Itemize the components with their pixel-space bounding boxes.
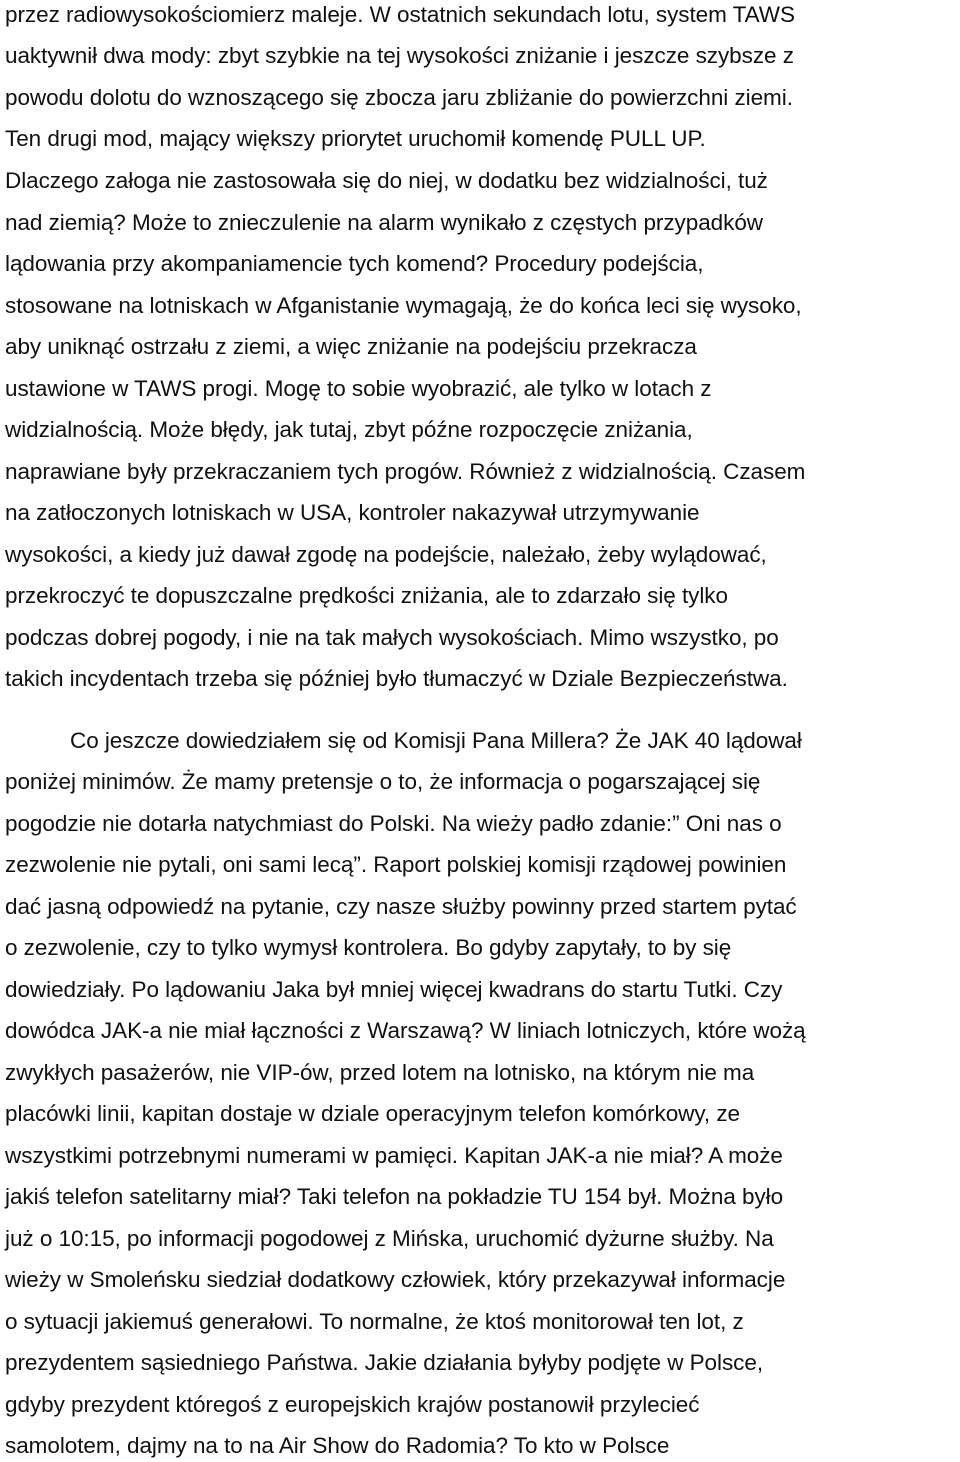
text-line: Dlaczego załoga nie zastosowała się do niej, w dodatku bez widzialności, tuż [5, 168, 768, 193]
text-line: wieży w Smoleńsku siedział dodatkowy człowiek, który przekazywał informacje [5, 1267, 786, 1292]
text-line: zezwolenie nie pytali, oni sami lecą”. Raport polskiej komisji rządowej powinien [5, 852, 787, 877]
text-line: takich incydentach trzeba się później było tłumaczyć w Dziale Bezpieczeństwa. [5, 666, 788, 691]
text-line: nad ziemią? Może to znieczulenie na alarm wynikało z częstych przypadków [5, 210, 764, 235]
text-line: o sytuacji jakiemuś generałowi. To normalne, że ktoś monitorował ten lot, z [5, 1309, 744, 1334]
text-line: dowódca JAK-a nie miał łączności z Warszawą? W liniach lotniczych, które wożą [5, 1018, 806, 1043]
text-line: gdyby prezydent któregoś z europejskich krajów postanowił przylecieć [5, 1392, 700, 1417]
text-line: prezydentem sąsiedniego Państwa. Jakie działania byłyby podjęte w Polsce, [5, 1350, 764, 1375]
text-line: na zatłoczonych lotniskach w USA, kontroler nakazywał utrzymywanie [5, 500, 700, 525]
text-line: wysokości, a kiedy już dawał zgodę na podejście, należało, żeby wylądować, [5, 542, 767, 567]
text-line: dowiedziały. Po lądowaniu Jaka był mniej więcej kwadrans do startu Tutki. Czy [5, 977, 783, 1002]
text-line: poniżej minimów. Że mamy pretensje o to, że informacja o pogarszającej się [5, 769, 761, 794]
text-line: przez radiowysokościomierz maleje. W ostatnich sekundach lotu, system TAWS [5, 2, 795, 27]
text-line: podczas dobrej pogody, i nie na tak małych wysokościach. Mimo wszystko, po [5, 625, 779, 650]
text-line: powodu dolotu do wznoszącego się zbocza jaru zbliżanie do powierzchni ziemi. [5, 85, 793, 110]
text-line: jakiś telefon satelitarny miał? Taki telefon na pokładzie TU 154 był. Można było [5, 1184, 784, 1209]
text-line: aby uniknąć ostrzału z ziemi, a więc zniżanie na podejściu przekracza [5, 334, 697, 359]
text-line: przekroczyć te dopuszczalne prędkości zniżania, ale to zdarzało się tylko [5, 583, 728, 608]
text-line: Co jeszcze dowiedziałem się od Komisji Pana Millera? Że JAK 40 lądował [70, 728, 802, 753]
text-line: placówki linii, kapitan dostaje w dziale operacyjnym telefon komórkowy, ze [5, 1101, 740, 1126]
text-line: wszystkimi potrzebnymi numerami w pamięci. Kapitan JAK-a nie miał? A może [5, 1143, 783, 1168]
text-line: o zezwolenie, czy to tylko wymysł kontrolera. Bo gdyby zapytały, to by się [5, 935, 732, 960]
text-line: stosowane na lotniskach w Afganistanie wymagają, że do końca leci się wysoko, [5, 293, 802, 318]
text-line: uaktywnił dwa mody: zbyt szybkie na tej wysokości zniżanie i jeszcze szybsze z [5, 43, 794, 68]
text-line: samolotem, dajmy na to na Air Show do Radomia? To kto w Polsce [5, 1433, 670, 1458]
text-line: Ten drugi mod, mający większy priorytet uruchomił komendę PULL UP. [5, 126, 706, 151]
text-line: już o 10:15, po informacji pogodowej z Mińska, uruchomić dyżurne służby. Na [5, 1226, 774, 1251]
text-line: lądowania przy akompaniamencie tych komend? Procedury podejścia, [5, 251, 704, 276]
text-line: naprawiane były przekraczaniem tych progów. Również z widzialnością. Czasem [5, 459, 806, 484]
text-line: zwykłych pasażerów, nie VIP-ów, przed lotem na lotnisko, na którym nie ma [5, 1060, 755, 1085]
text-line: widzialnością. Może błędy, jak tutaj, zbyt późne rozpoczęcie zniżania, [5, 417, 693, 442]
text-line: ustawione w TAWS progi. Mogę to sobie wyobrazić, ale tylko w lotach z [5, 376, 712, 401]
text-line: pogodzie nie dotarła natychmiast do Polski. Na wieży padło zdanie:” Oni nas o [5, 811, 782, 836]
text-line: dać jasną odpowiedź na pytanie, czy nasze służby powinny przed startem pytać [5, 894, 797, 919]
